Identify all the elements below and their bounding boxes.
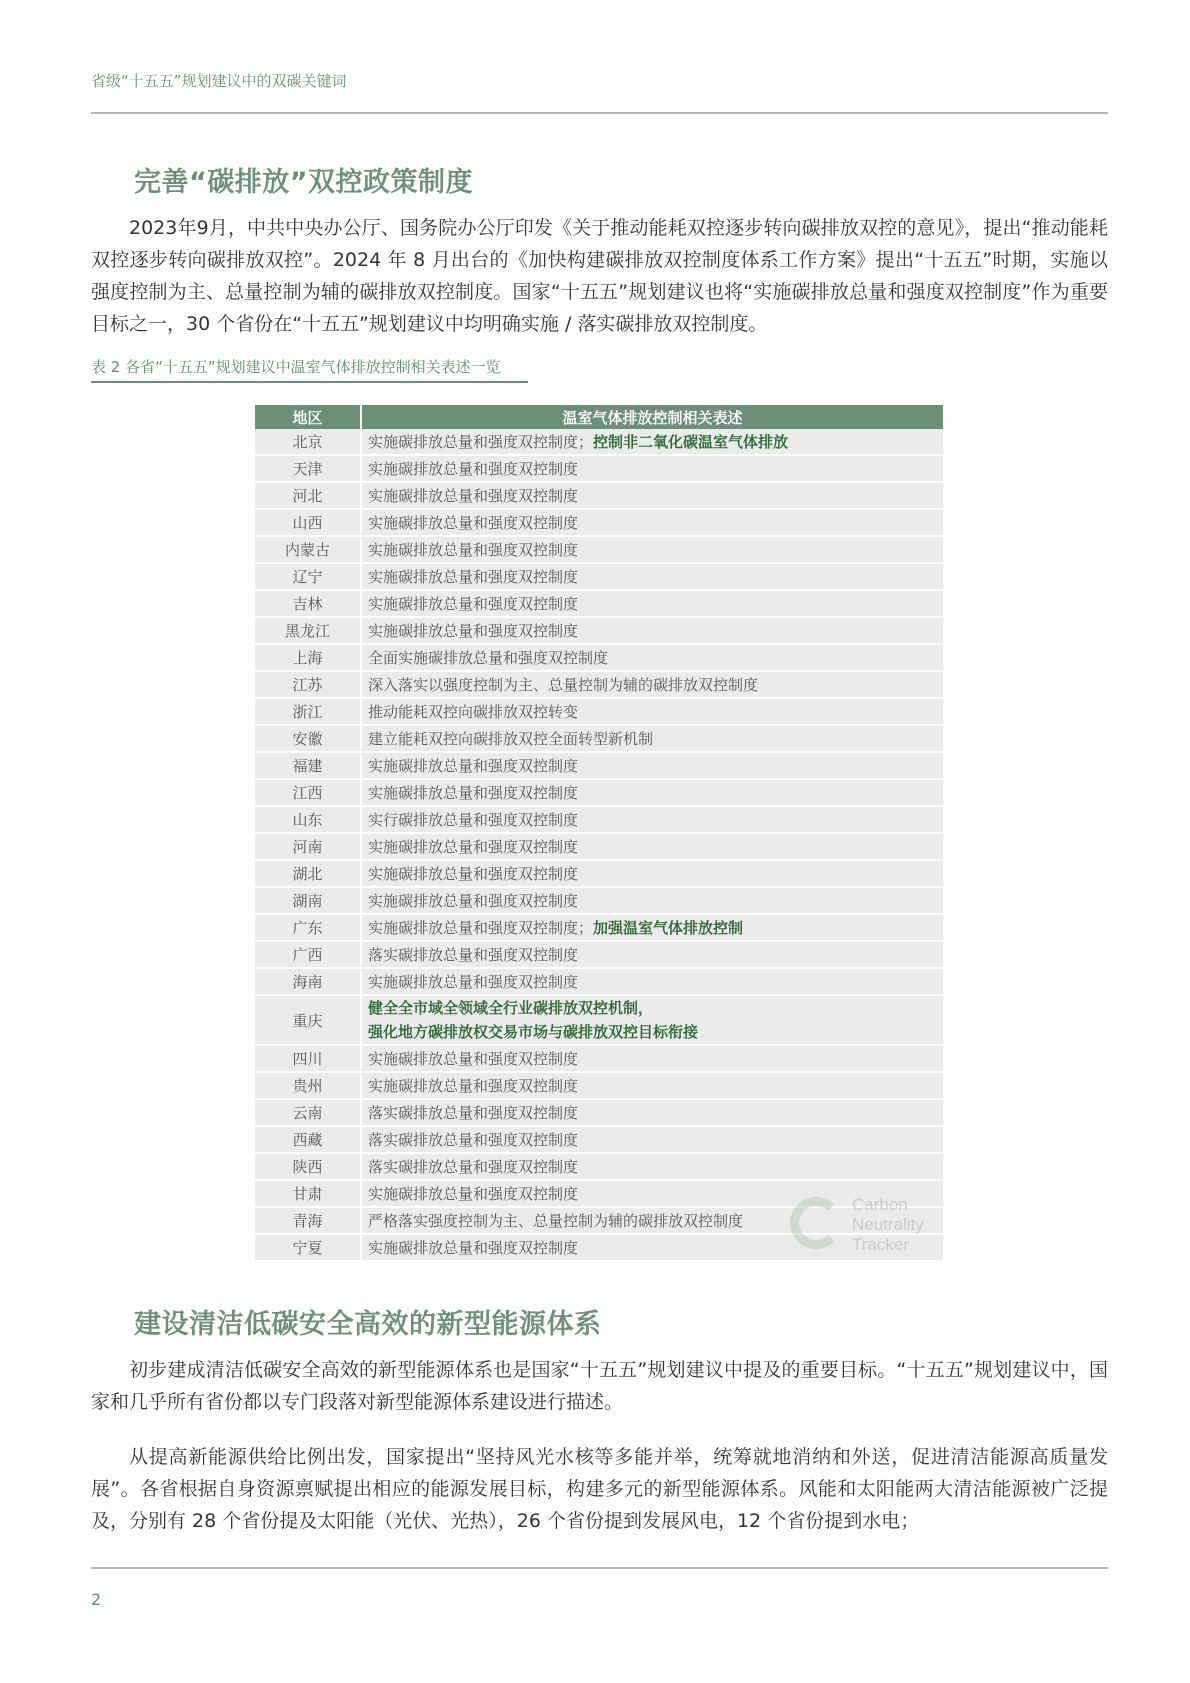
description-text: 实施碳排放总量和强度双控制度	[368, 1239, 579, 1257]
table-row	[255, 618, 943, 645]
region-cell: 陕西	[255, 1154, 362, 1181]
table-caption: 表 2 各省“十五五”规划建议中温室气体排放控制相关表述一览	[91, 356, 528, 383]
region-cell: 河南	[255, 834, 362, 861]
description-highlight: 控制非二氧化碳温室气体排放	[593, 433, 789, 451]
description-cell	[362, 969, 943, 996]
table-row	[255, 591, 943, 618]
description-cell	[362, 807, 943, 834]
table-row	[255, 699, 943, 726]
section2-paragraph-1: 初步建成清洁低碳安全高效的新型能源体系也是国家“十五五”规划建议中提及的重要目标。“十五五”规划建议中，国家和几乎所有省份都以专门段落对新型能源体系建设进行描述。	[91, 1359, 1108, 1413]
region-cell: 贵州	[255, 1073, 362, 1100]
description-cell	[362, 1073, 943, 1100]
region-cell: 江苏	[255, 672, 362, 699]
table-row	[255, 429, 943, 456]
section-title-new-energy-system: 建设清洁低碳安全高效的新型能源体系	[134, 1309, 602, 1340]
page-number: 2	[91, 1590, 102, 1609]
table-header-row	[255, 405, 943, 429]
table-row	[255, 807, 943, 834]
description-cell	[362, 753, 943, 780]
table-row	[255, 1127, 943, 1154]
logo-text-line: Carbon	[852, 1195, 908, 1214]
description-cell	[362, 537, 943, 564]
region-cell: 广东	[255, 915, 362, 942]
running-header: 省级“十五五”规划建议中的双碳关键词	[91, 72, 347, 90]
region-cell: 上海	[255, 645, 362, 672]
region-cell: 浙江	[255, 699, 362, 726]
table-row	[255, 1100, 943, 1127]
description-text: 实施碳排放总量和强度双控制度	[368, 568, 579, 586]
region-cell: 内蒙古	[255, 537, 362, 564]
table-row	[255, 1046, 943, 1073]
description-cell	[362, 942, 943, 969]
description-text: 实施碳排放总量和强度双控制度	[368, 460, 579, 478]
description-text: 实施碳排放总量和强度双控制度	[368, 595, 579, 613]
region-cell: 广西	[255, 942, 362, 969]
description-cell	[362, 672, 943, 699]
description-text: 实行碳排放总量和强度双控制度	[368, 811, 579, 829]
table-row	[255, 564, 943, 591]
region-cell: 西藏	[255, 1127, 362, 1154]
description-cell	[362, 1154, 943, 1181]
description-text: 实施碳排放总量和强度双控制度	[368, 973, 579, 991]
description-text: 实施碳排放总量和强度双控制度；	[368, 433, 594, 451]
table-row	[255, 780, 943, 807]
carbon-neutrality-tracker-logo	[790, 1195, 940, 1260]
table-row	[255, 888, 943, 915]
description-cell	[362, 699, 943, 726]
description-cell	[362, 456, 943, 483]
description-highlight: 加强温室气体排放控制	[593, 919, 744, 937]
description-text: 落实碳排放总量和强度双控制度	[368, 1104, 579, 1122]
description-cell	[362, 1046, 943, 1073]
logo-ring-icon	[790, 1197, 842, 1249]
description-cell	[362, 429, 943, 456]
region-cell: 湖南	[255, 888, 362, 915]
emission-control-table	[255, 405, 943, 1262]
table-row	[255, 996, 943, 1046]
table-row	[255, 861, 943, 888]
region-cell: 四川	[255, 1046, 362, 1073]
description-highlight: 强化地方碳排放权交易市场与碳排放双控目标衔接	[368, 1023, 699, 1041]
region-cell: 宁夏	[255, 1235, 362, 1262]
region-cell: 吉林	[255, 591, 362, 618]
region-cell: 青海	[255, 1208, 362, 1235]
table-row	[255, 456, 943, 483]
description-cell	[362, 888, 943, 915]
description-cell	[362, 510, 943, 537]
description-text: 实施碳排放总量和强度双控制度	[368, 838, 579, 856]
description-text: 严格落实强度控制为主、总量控制为辅的碳排放双控制度	[368, 1212, 744, 1230]
description-cell	[362, 726, 943, 753]
table-row	[255, 1073, 943, 1100]
description-cell	[362, 483, 943, 510]
region-cell: 山东	[255, 807, 362, 834]
region-cell: 福建	[255, 753, 362, 780]
description-text: 实施碳排放总量和强度双控制度	[368, 865, 579, 883]
description-text: 推动能耗双控向碳排放双控转变	[368, 703, 579, 721]
description-text: 实施碳排放总量和强度双控制度；	[368, 919, 594, 937]
description-cell	[362, 861, 943, 888]
section1-paragraph: 2023年9月，中共中央办公厅、国务院办公厅印发《关于推动能耗双控逐步转向碳排放双控的意见》，提出“推动能耗双控逐步转向碳排放双控”。2024 年 8 月出台的《加快构建碳排放双控制度体系工作方案》提出“十五五”时期，实施以强度控制为主、总量控制为辅的碳排放双控制度。国家“十五五”规划建议也将“实施碳排放总量和强度双控制度”作为重要目标之一，30 个省份在“十五五”规划建议中均明确实施 / 落实碳排放双控制度。	[91, 217, 1108, 335]
description-cell	[362, 1127, 943, 1154]
description-text: 实施碳排放总量和强度双控制度	[368, 1077, 579, 1095]
section2-paragraph-2: 从提高新能源供给比例出发，国家提出“坚持风光水核等多能并举，统筹就地消纳和外送，促进清洁能源高质量发展”。各省根据自身资源禀赋提出相应的能源发展目标，构建多元的新型能源体系。风能和太阳能两大清洁能源被广泛提及，分别有 28 个省份提及太阳能（光伏、光热），26 个省份提到发展风电，12 个省份提到水电；	[91, 1446, 1108, 1532]
region-cell: 安徽	[255, 726, 362, 753]
description-cell	[362, 618, 943, 645]
description-text: 实施碳排放总量和强度双控制度	[368, 514, 579, 532]
logo-text-line: Tracker	[852, 1235, 909, 1254]
description-text: 实施碳排放总量和强度双控制度	[368, 784, 579, 802]
description-cell	[362, 564, 943, 591]
description-text: 实施碳排放总量和强度双控制度	[368, 622, 579, 640]
table-row	[255, 915, 943, 942]
description-text: 落实碳排放总量和强度双控制度	[368, 1158, 579, 1176]
description-cell	[362, 591, 943, 618]
region-cell: 甘肃	[255, 1181, 362, 1208]
description-cell	[362, 996, 943, 1046]
table-row	[255, 672, 943, 699]
table-row	[255, 537, 943, 564]
description-text: 深入落实以强度控制为主、总量控制为辅的碳排放双控制度	[368, 676, 759, 694]
section-title-carbon-dual-control: 完善“碳排放”双控政策制度	[134, 167, 473, 198]
column-header-region: 地区	[255, 405, 362, 429]
region-cell: 天津	[255, 456, 362, 483]
description-text: 实施碳排放总量和强度双控制度	[368, 541, 579, 559]
description-text: 实施碳排放总量和强度双控制度	[368, 1050, 579, 1068]
region-cell: 山西	[255, 510, 362, 537]
table-row	[255, 1154, 943, 1181]
logo-text-line: Neutrality	[852, 1215, 924, 1234]
region-cell: 黑龙江	[255, 618, 362, 645]
description-cell	[362, 834, 943, 861]
description-cell	[362, 1100, 943, 1127]
table-row	[255, 753, 943, 780]
description-text: 落实碳排放总量和强度双控制度	[368, 1131, 579, 1149]
table-row	[255, 942, 943, 969]
description-text: 全面实施碳排放总量和强度双控制度	[368, 649, 609, 667]
description-text: 实施碳排放总量和强度双控制度	[368, 1185, 579, 1203]
region-cell: 北京	[255, 429, 362, 456]
description-cell	[362, 915, 943, 942]
region-cell: 云南	[255, 1100, 362, 1127]
region-cell: 河北	[255, 483, 362, 510]
table-row	[255, 510, 943, 537]
table-row	[255, 969, 943, 996]
region-cell: 辽宁	[255, 564, 362, 591]
description-cell	[362, 780, 943, 807]
description-text: 实施碳排放总量和强度双控制度	[368, 757, 579, 775]
description-text: 建立能耗双控向碳排放双控全面转型新机制	[368, 730, 654, 748]
region-cell: 湖北	[255, 861, 362, 888]
description-cell	[362, 645, 943, 672]
footer-divider	[91, 1567, 1108, 1569]
table-row	[255, 483, 943, 510]
header-divider	[91, 112, 1108, 114]
table-row	[255, 645, 943, 672]
table-row	[255, 834, 943, 861]
region-cell: 海南	[255, 969, 362, 996]
table-row	[255, 726, 943, 753]
description-text: 落实碳排放总量和强度双控制度	[368, 946, 579, 964]
column-header-description: 温室气体排放控制相关表述	[362, 405, 943, 429]
description-text: 实施碳排放总量和强度双控制度	[368, 487, 579, 505]
description-text: 实施碳排放总量和强度双控制度	[368, 892, 579, 910]
region-cell: 重庆	[255, 996, 362, 1046]
region-cell: 江西	[255, 780, 362, 807]
description-highlight: 健全全市域全领域全行业碳排放双控机制，	[368, 999, 654, 1017]
